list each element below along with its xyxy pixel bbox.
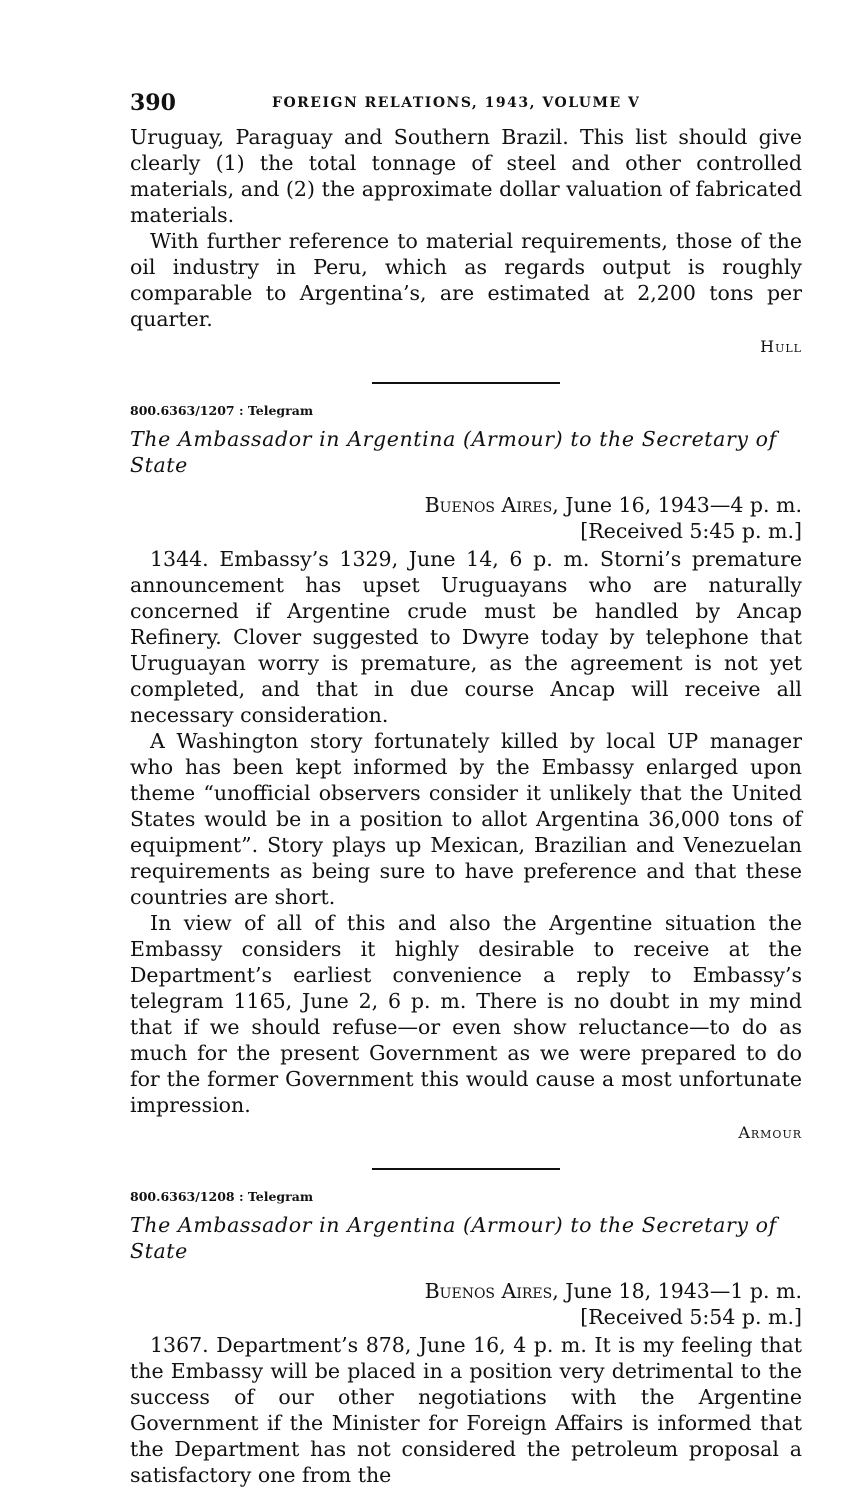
section-divider xyxy=(372,382,560,384)
paragraph: Uruguay, Paraguay and Southern Brazil. This list should give clearly (1) the total tonnage of steel and other controlled materials, and (2) the approximate dollar valuation of fabricated materials. xyxy=(130,125,802,227)
telegram-1208 xyxy=(130,1188,802,1488)
paragraph: With further reference to material requirements, those of the oil industry in Peru, which as regards output is roughly comparable to Argentina’s, are estimated at 2,200 tons per quarter. xyxy=(130,229,802,331)
telegram-1207 xyxy=(130,402,802,1146)
dateline-place: Buenos Aires, xyxy=(424,1279,559,1303)
dateline-date: June 18, 1943—1 p. m. xyxy=(565,1279,802,1303)
paragraph: 1344. Embassy’s 1329, June 14, 6 p. m. Storni’s premature announcement has upset Uruguayans who are naturally concerned if Argentine crude must be handled by Ancap Refinery. Clover suggested to Dwyre today by telephone that Uruguayan worry is premature, as the agreement is not yet completed, and that in due course Ancap will receive all necessary consideration. xyxy=(130,547,802,727)
paragraph: In view of all of this and also the Argentine situation the Embassy considers it highly desirable to receive at the Department’s earliest convenience a reply to Embassy’s telegram 1165, June 2, 6 p. m. There is no doubt in my mind that if we should refuse—or even show reluctance—to do as much for the present Government as we were prepared to do for the former Government this would cause a most unfortunate impression. xyxy=(130,911,802,1117)
dateline-place: Buenos Aires, xyxy=(424,493,559,517)
document-title: The Ambassador in Argentina (Armour) to the Secretary of State xyxy=(130,1213,777,1263)
document-title: The Ambassador in Argentina (Armour) to the Secretary of State xyxy=(130,427,777,477)
document-page xyxy=(130,90,802,1488)
continuation-section xyxy=(130,124,802,360)
paragraph: A Washington story fortunately killed by local UP manager who has been kept informed by the Embassy enlarged upon theme “unofficial observers consider it unlikely that the United States would be in a position to allot Argentina 36,000 tons of equipment”. Story plays up Mexican, Brazilian and Venezuelan requirements as being sure to have preference and that these countries are short. xyxy=(130,729,802,909)
page-number: 390 xyxy=(130,90,176,116)
dateline-date: June 16, 1943—4 p. m. xyxy=(565,493,802,517)
signature: Hull xyxy=(760,337,802,356)
page-header xyxy=(130,90,802,124)
dateline xyxy=(130,492,802,518)
received-time: [Received 5:54 p. m.] xyxy=(580,1305,802,1329)
running-title: FOREIGN RELATIONS, 1943, VOLUME V xyxy=(272,95,641,111)
section-divider xyxy=(372,1168,560,1170)
paragraph: 1367. Department’s 878, June 16, 4 p. m. It is my feeling that the Embassy will be placed in a position very detrimental to the success of our other negotiations with the Argentine Government if the Minister for Foreign Affairs is informed that the Department has not considered the petroleum proposal a satisfactory one from the xyxy=(130,1333,802,1487)
received-time: [Received 5:45 p. m.] xyxy=(580,519,802,543)
file-reference: 800.6363/1207 : Telegram xyxy=(130,403,314,418)
signature: Armour xyxy=(738,1123,802,1142)
dateline xyxy=(130,1278,802,1304)
file-reference: 800.6363/1208 : Telegram xyxy=(130,1189,314,1204)
